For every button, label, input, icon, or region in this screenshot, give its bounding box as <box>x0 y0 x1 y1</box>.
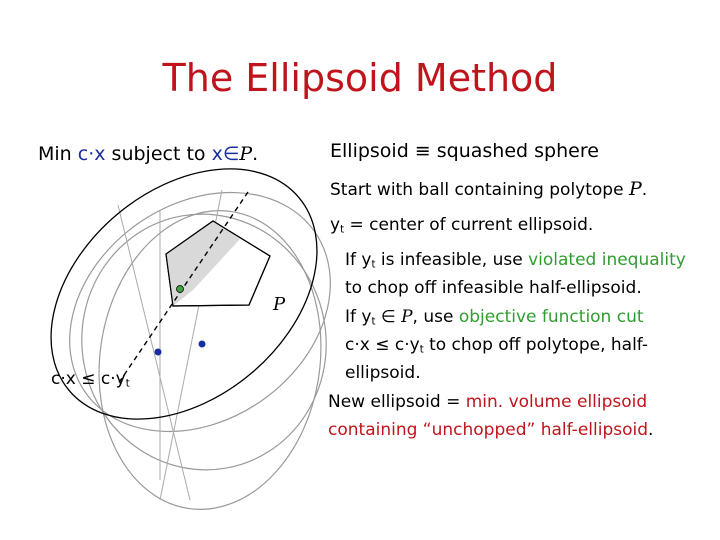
infeasible-text: is infeasible, use <box>375 250 529 270</box>
objective-cut-formula: c·x ≤ c·y <box>345 335 420 355</box>
objective-cut-text: to chop off polytope, half- <box>423 335 648 355</box>
polytope-symbol: P <box>239 143 253 165</box>
x-in-label: x∈ <box>211 143 240 165</box>
line-start-ball <box>330 178 647 200</box>
infeasible-y-sub: t <box>371 259 376 271</box>
unchopped-half-ellipsoid: containing “unchopped” half-ellipsoid <box>328 420 649 440</box>
center-blue-dot-2 <box>155 349 162 356</box>
infeasible-y: y <box>361 250 372 270</box>
start-ball-P: P <box>628 178 642 200</box>
line-ellipsoid-definition: Ellipsoid ≡ squashed sphere <box>330 140 599 162</box>
cut-label-text: c·x ≤ c·y <box>51 369 126 389</box>
line-chop-infeasible: to chop off infeasible half-ellipsoid. <box>345 278 642 298</box>
slide-title: The Ellipsoid Method <box>162 56 558 100</box>
feasible-y-sub: t <box>371 316 376 328</box>
infeasible-if: If <box>345 250 362 270</box>
feasible-text: , use <box>412 307 459 327</box>
line-unchopped <box>328 420 653 440</box>
start-ball-text: Start with ball containing polytope <box>330 180 629 200</box>
new-ellipsoid-text: New ellipsoid = <box>328 392 466 412</box>
ellipse-grey-1 <box>23 143 376 481</box>
line-ellipsoid-end: ellipsoid. <box>345 363 421 383</box>
center-y-sub: t <box>340 224 345 236</box>
cut-label-sub: t <box>125 378 130 390</box>
line-infeasible <box>345 250 686 271</box>
polytope-label: P <box>273 294 286 315</box>
center-green-dot <box>177 286 184 293</box>
center-y: y <box>330 215 341 235</box>
subject-to-label: subject to <box>111 143 206 165</box>
center-text: = center of current ellipsoid. <box>344 215 594 235</box>
line-center <box>330 215 593 236</box>
feasible-P: P <box>401 307 413 327</box>
feasible-in: ∈ <box>375 307 402 327</box>
min-volume-ellipsoid: min. volume ellipsoid <box>465 392 648 412</box>
min-label: Min <box>38 143 72 165</box>
start-ball-period: . <box>641 180 648 200</box>
objective-cut-sub: t <box>419 344 424 356</box>
cut-label <box>51 369 130 390</box>
unchopped-period: . <box>648 420 654 440</box>
objective-function-cut: objective function cut <box>458 307 644 327</box>
objective-cx: c·x <box>77 143 106 165</box>
feasible-if: If <box>345 307 362 327</box>
period: . <box>252 143 259 165</box>
feasible-y: y <box>361 307 372 327</box>
center-blue-dot-1 <box>199 341 206 348</box>
violated-inequality: violated inequality <box>528 250 686 270</box>
line-objective-cut <box>345 335 648 356</box>
line-new-ellipsoid <box>328 392 647 412</box>
line-feasible <box>345 307 644 328</box>
